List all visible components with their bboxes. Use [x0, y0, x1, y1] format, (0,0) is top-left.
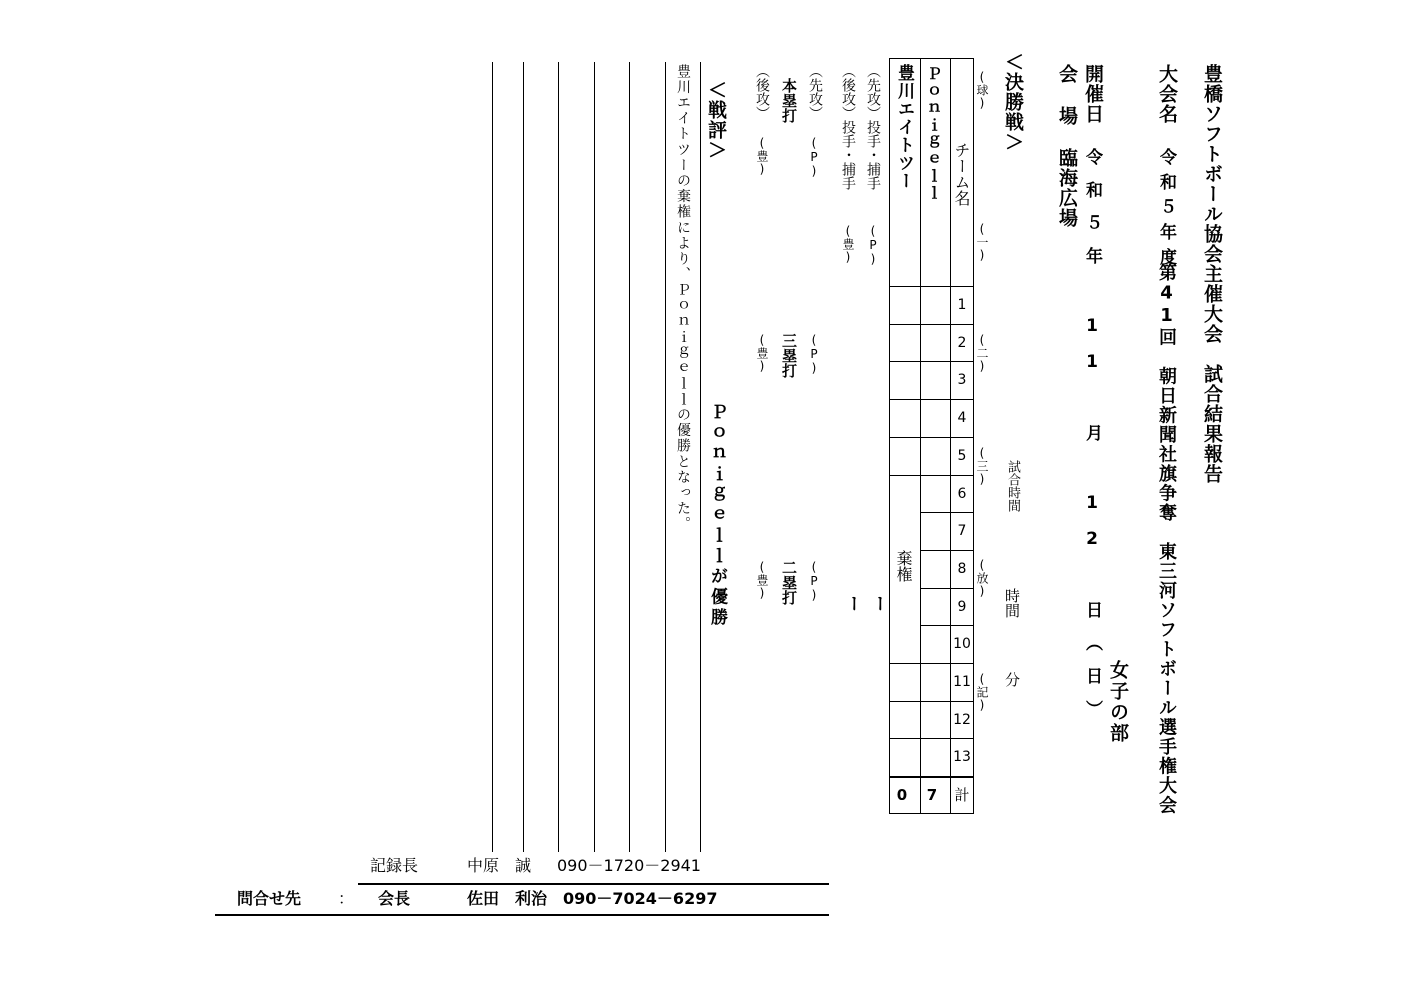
- recorder-label: 記録長: [370, 856, 419, 875]
- inning-row-divider: [890, 324, 973, 325]
- hits-second-label: （後攻）: [754, 64, 770, 120]
- team-name-first: Ｐｏｎｉｇｅｌｌ: [925, 66, 943, 202]
- review-line: [700, 62, 701, 852]
- review-line: [594, 62, 595, 852]
- tournament-label: 大会名: [1156, 64, 1178, 124]
- battery-second-value: (豊): [841, 224, 855, 264]
- inning-row-divider: [890, 361, 973, 362]
- triple-first: (P): [807, 333, 821, 375]
- triple-second: (豊): [755, 333, 769, 373]
- total-label: 計: [954, 786, 970, 804]
- inning-number: 2: [957, 334, 967, 351]
- review-title: ＜戦評＞: [705, 80, 727, 160]
- inning-number: 13: [953, 749, 971, 766]
- inning-number: 8: [957, 560, 967, 577]
- double-first: (P): [807, 560, 821, 602]
- inning-number: 3: [957, 372, 967, 389]
- battery-first-value: (P): [866, 224, 880, 266]
- label-ki: (記): [975, 672, 989, 712]
- date-value: 令和５年 11 月 12 日（日）: [1082, 148, 1102, 733]
- game-time-label: 試合時間: [1005, 460, 1020, 512]
- footer-bottom-line: [215, 914, 829, 916]
- inning-row-divider: [890, 399, 973, 400]
- total-first: 7: [926, 786, 938, 804]
- inning-row-divider: [890, 701, 973, 702]
- label-ichi: (一): [975, 222, 989, 262]
- inning-number: 7: [957, 523, 967, 540]
- review-line: [492, 62, 493, 852]
- tournament-name: 第41回 朝日新聞社旗争奪 東三河ソフトボール選手権大会: [1156, 263, 1177, 815]
- tournament-year: 令和５年度: [1156, 148, 1176, 273]
- recorder-name: 中原 誠: [467, 856, 532, 875]
- report-title: 豊橋ソフトボール協会主催大会 試合結果報告: [1201, 64, 1223, 484]
- label-hou: (放): [975, 558, 989, 598]
- final-section-title: ＜決勝戦＞: [1002, 52, 1024, 152]
- label-ball: (球): [975, 70, 989, 110]
- footer-divider: [358, 883, 829, 885]
- team-name-second: 豊川エイトツー: [894, 64, 914, 190]
- date-label: 開催日: [1082, 64, 1104, 124]
- battery-second-label: （後攻）投手・捕手: [840, 64, 856, 190]
- homerun-first: (P): [807, 136, 821, 178]
- inning-number: 4: [957, 410, 967, 427]
- venue-value: 臨海広場: [1056, 148, 1078, 228]
- review-line: [665, 62, 666, 852]
- inning-number: 1: [957, 297, 967, 313]
- forfeit-label: 棄権: [894, 550, 913, 582]
- review-line: [558, 62, 559, 852]
- contact-colon: ：: [338, 889, 355, 908]
- president-phone: 090－7024－6297: [563, 889, 718, 908]
- inning-number: 11: [953, 674, 971, 690]
- review-headline: Ｐｏｎｉｇｅｌｌが優勝: [707, 403, 727, 629]
- battery-dash-2: ー: [842, 595, 862, 612]
- battery-dash-1: ー: [868, 595, 888, 612]
- label-ni: (二): [975, 333, 989, 373]
- battery-first-label: （先攻）投手・捕手: [865, 64, 881, 190]
- review-line: [629, 62, 630, 852]
- inning-number: 12: [953, 711, 971, 728]
- homerun-second: (豊): [755, 136, 769, 176]
- inning-number: 6: [957, 485, 967, 502]
- venue-label: 会 場: [1056, 64, 1078, 127]
- double-second: (豊): [755, 560, 769, 600]
- division-label: 女子の部: [1107, 660, 1129, 744]
- inning-row-divider: [890, 437, 973, 438]
- total-second: 0: [896, 786, 908, 804]
- review-line: [523, 62, 524, 852]
- recorder-phone: 090－1720－2941: [557, 856, 701, 875]
- hours-label: 時間: [1003, 588, 1021, 618]
- president-label: 会長: [378, 889, 411, 908]
- president-name: 佐田 利治: [467, 889, 548, 908]
- inning-number: 5: [957, 447, 967, 464]
- inning-number: 10: [953, 636, 971, 653]
- homerun-label: 本塁打: [780, 78, 798, 123]
- contact-label: 問合せ先: [237, 889, 302, 908]
- hits-first-label: （先攻）: [807, 64, 823, 120]
- inning-row-divider: [890, 738, 973, 739]
- double-label: 二塁打: [780, 560, 798, 605]
- inning-row-divider: [890, 663, 973, 664]
- review-text: 豊川エイトツーの棄権により、Ｐｏｎｉｇｅｌｌの優勝となった。: [675, 64, 691, 532]
- triple-label: 三塁打: [780, 333, 798, 378]
- minutes-label: 分: [1003, 672, 1021, 687]
- team-header: チーム名: [952, 142, 971, 206]
- label-san: (三): [975, 446, 989, 486]
- inning-number: 9: [957, 598, 967, 615]
